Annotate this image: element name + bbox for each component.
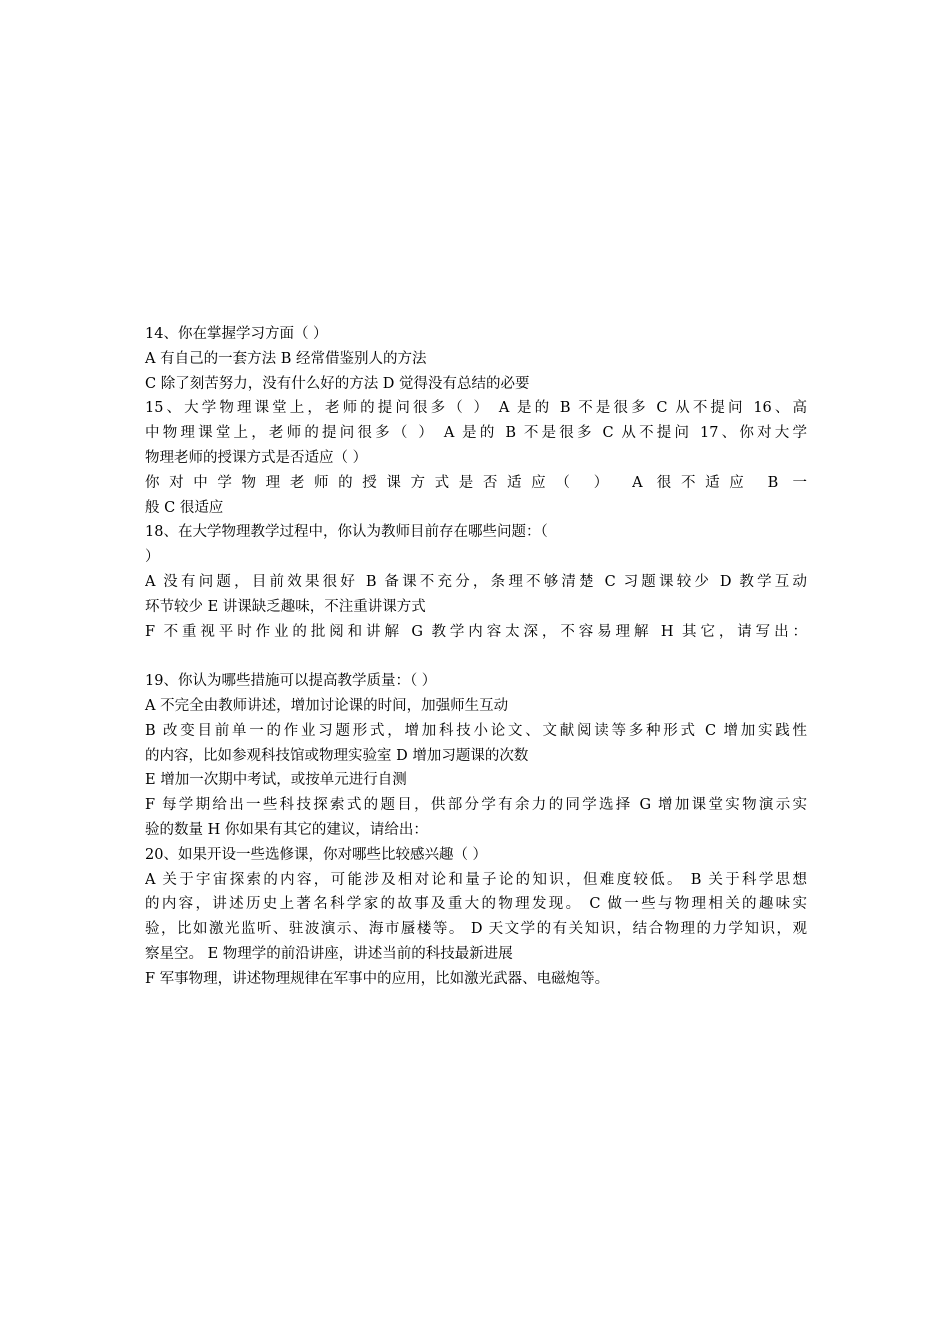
text-line: F 每学期给出一些科技探索式的题目，供部分学有余力的同学选择 G 增加课堂实物演示实 bbox=[145, 797, 807, 814]
text-line: 19、你认为哪些措施可以提高教学质量：（ ） bbox=[145, 673, 437, 690]
text-line: 14、你在掌握学习方面（ ） bbox=[145, 326, 328, 342]
text-line: ） bbox=[145, 549, 160, 566]
text-line: 察星空。 E 物理学的前沿讲座，讲述当前的科技最新进展 bbox=[145, 945, 513, 962]
text-line: 你对中学物理老师的授课方式是否适应（ ） A 很不适应 B 一 bbox=[145, 474, 807, 491]
text-line: 15、大学物理课堂上，老师的提问很多（ ） A 是的 B 不是很多 C 从不提问 16、高 bbox=[145, 400, 807, 417]
text-line: 20、如果开设一些选修课，你对哪些比较感兴趣（ ） bbox=[145, 846, 488, 863]
text-line: B 改变目前单一的作业习题形式，增加科技小论文、文献阅读等多种形式 C 增加实践性 bbox=[145, 722, 807, 739]
text-line: 中物理课堂上，老师的提问很多（ ） A 是的 B 不是很多 C 从不提问 17、你对大学 bbox=[145, 425, 807, 442]
text-line: 的内容，比如参观科技馆或物理实验室 D 增加习题课的次数 bbox=[145, 747, 529, 764]
text-line: A 有自己的一套方法 B 经常借鉴别人的方法 bbox=[145, 350, 427, 367]
text-line: 的内容，讲述历史上著名科学家的故事及重大的物理发现。 C 做一些与物理相关的趣味实 bbox=[145, 896, 807, 913]
text-line: 验，比如激光监听、驻波演示、海市蜃楼等。 D 天文学的有关知识，结合物理的力学知识，观 bbox=[145, 921, 807, 938]
text-line: 般 C 很适应 bbox=[145, 499, 224, 516]
text-line: F 军事物理，讲述物理规律在军事中的应用，比如激光武器、电磁炮等。 bbox=[145, 970, 610, 987]
text-line: 18、在大学物理教学过程中，你认为教师目前存在哪些问题：（ bbox=[145, 524, 548, 541]
text-line: A 没有问题，目前效果很好 B 备课不充分，条理不够清楚 C 习题课较少 D 教学互动 bbox=[145, 573, 807, 590]
text-line: C 除了刻苦努力，没有什么好的方法 D 觉得没有总结的必要 bbox=[145, 375, 530, 392]
text-line: 物理老师的授课方式是否适应（ ） bbox=[145, 449, 368, 466]
blank-line bbox=[145, 644, 807, 669]
text-line: 验的数量 H 你如果有其它的建议，请给出： bbox=[145, 821, 428, 838]
text-line: E 增加一次期中考试，或按单元进行自测 bbox=[145, 772, 407, 789]
text-line: A 不完全由教师讲述，增加讨论课的时间，加强师生互动 bbox=[145, 697, 509, 714]
text-line: 环节较少 E 讲课缺乏趣味，不注重讲课方式 bbox=[145, 598, 426, 615]
questionnaire-text bbox=[145, 322, 807, 992]
text-line: F 不重视平时作业的批阅和讲解 G 教学内容太深，不容易理解 H 其它，请写出： bbox=[145, 623, 807, 640]
text-line: A 关于宇宙探索的内容，可能涉及相对论和量子论的知识，但难度较低。 B 关于科学思想 bbox=[145, 871, 807, 888]
